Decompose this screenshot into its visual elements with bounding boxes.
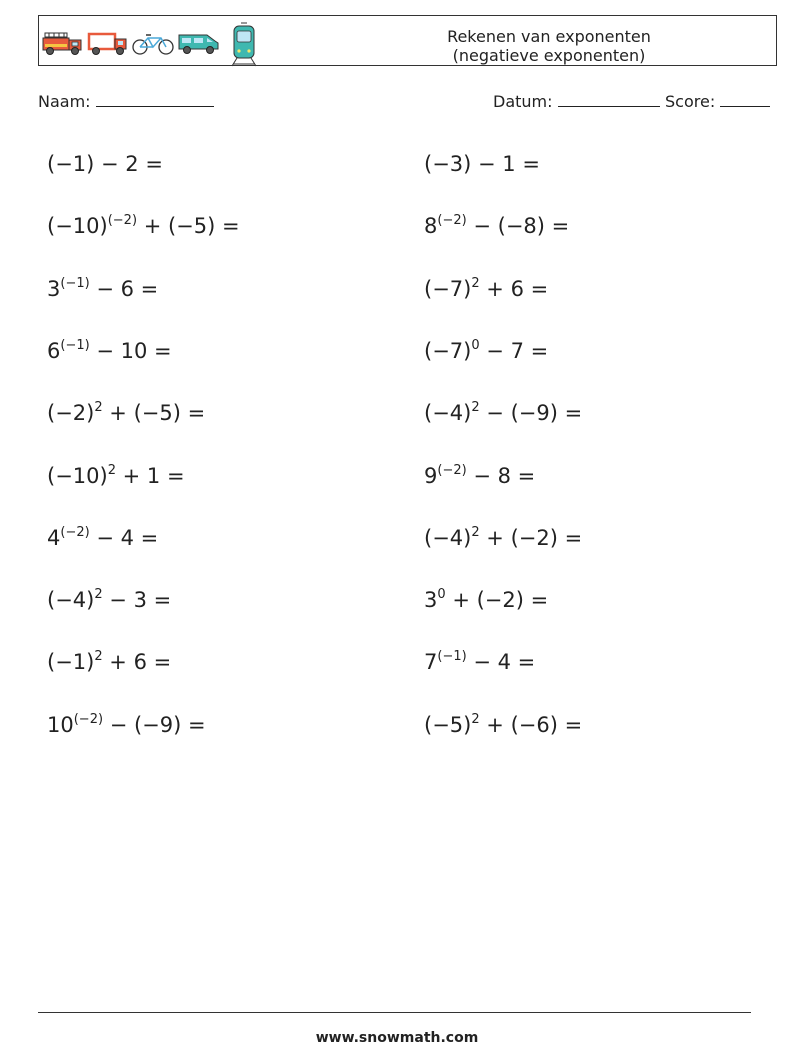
exercise-item (424, 711, 582, 739)
exercise-base: (−1) (47, 650, 95, 674)
footer-divider (38, 1012, 751, 1013)
exercise-base: (−5) (424, 713, 472, 737)
exercise-exponent: 2 (107, 463, 116, 478)
truck-icon (87, 30, 129, 56)
exercise-item (47, 711, 206, 739)
date-field (493, 92, 660, 111)
exercise-exponent: (−2) (73, 712, 104, 727)
exercise-operation: − (−9) = (479, 401, 583, 425)
exercise-base: 4 (47, 526, 61, 550)
exercise-base: 8 (424, 214, 438, 238)
tram-icon (229, 22, 259, 68)
date-line (558, 92, 660, 107)
exercise-item (424, 586, 548, 614)
name-line (96, 92, 214, 107)
exercise-exponent: (−2) (437, 463, 467, 478)
exercise-item (47, 212, 240, 240)
exercise-item (424, 524, 582, 552)
exercise-item (47, 337, 172, 365)
exercise-operation: − 3 = (102, 588, 172, 612)
exercise-base: (−10) (47, 214, 108, 238)
exercise-base: 6 (47, 339, 61, 363)
exercise-operation: + (−2) = (479, 526, 583, 550)
worksheet-title: Rekenen van exponenten (negatieve exponenten) (447, 27, 651, 65)
exercise-exponent: 2 (94, 587, 103, 602)
exercise-item (47, 399, 205, 427)
exercise-operation: − 8 = (466, 464, 536, 488)
name-label: Naam: (38, 92, 91, 111)
exercise-base: (−4) (47, 588, 95, 612)
exercise-exponent: (−1) (437, 649, 467, 664)
exercise-base: (−2) (47, 401, 95, 425)
exercise-item (47, 648, 171, 676)
exercise-base: 10 (47, 713, 74, 737)
exercise-operation: + 6 = (479, 277, 549, 301)
exercise-operation: + (−6) = (479, 713, 583, 737)
name-field (38, 92, 214, 111)
exercise-item (47, 275, 158, 303)
score-line (720, 92, 770, 107)
exercise-item (424, 337, 548, 365)
exercise-operation: + 6 = (102, 650, 172, 674)
exercise-operation: − 4 = (89, 526, 159, 550)
exercise-base: (−1) (47, 152, 95, 176)
exercise-item (424, 275, 548, 303)
exercise-operation: + (−5) = (102, 401, 206, 425)
exercise-item (47, 586, 171, 614)
exercise-operation: − (−8) = (466, 214, 570, 238)
exercise-exponent: (−2) (60, 525, 90, 540)
fire-truck-icon (41, 30, 85, 56)
exercise-base: (−7) (424, 277, 472, 301)
exercise-operation: − 4 = (466, 650, 536, 674)
exercise-operation: − 2 = (94, 152, 163, 176)
exercise-operation: − 1 = (471, 152, 540, 176)
exercise-operation: + (−5) = (137, 214, 240, 238)
exercise-operation: − 6 = (89, 277, 159, 301)
exercise-base: (−7) (424, 339, 472, 363)
exercise-item (47, 150, 163, 178)
exercise-exponent: 2 (471, 712, 480, 727)
exercise-item (47, 524, 158, 552)
exercise-exponent: 2 (471, 276, 480, 291)
exercise-base: 7 (424, 650, 438, 674)
exercise-item (424, 150, 540, 178)
exercise-base: 3 (47, 277, 61, 301)
exercise-exponent: 2 (471, 400, 480, 415)
exercise-operation: − 7 = (479, 339, 549, 363)
exercise-base: 9 (424, 464, 438, 488)
exercise-base: 3 (424, 588, 438, 612)
exercise-exponent: 0 (437, 587, 446, 602)
exercise-exponent: 2 (94, 649, 103, 664)
exercise-exponent: (−1) (60, 276, 90, 291)
worksheet-header (38, 15, 777, 66)
exercise-exponent: (−1) (60, 338, 90, 353)
exercise-base: (−4) (424, 401, 472, 425)
exercise-operation: + (−2) = (445, 588, 549, 612)
exercise-operation: + 1 = (115, 464, 185, 488)
exercise-item (424, 648, 535, 676)
exercise-exponent: (−2) (107, 213, 138, 228)
date-label: Datum: (493, 92, 553, 111)
exercise-item (47, 462, 185, 490)
exercise-base: (−3) (424, 152, 472, 176)
exercise-exponent: 2 (471, 525, 480, 540)
score-field (665, 92, 770, 111)
exercise-item (424, 399, 582, 427)
exercise-operation: − (−9) = (103, 713, 206, 737)
exercise-item (424, 212, 569, 240)
footer-url: www.snowmath.com (315, 1030, 479, 1046)
exercise-exponent: 0 (471, 338, 480, 353)
bicycle-icon (131, 32, 175, 56)
exercise-base: (−4) (424, 526, 472, 550)
exercise-operation: − 10 = (89, 339, 172, 363)
score-label: Score: (665, 92, 716, 111)
exercise-base: (−10) (47, 464, 108, 488)
exercise-item (424, 462, 535, 490)
van-icon (177, 30, 221, 56)
exercise-exponent: (−2) (437, 213, 467, 228)
exercise-exponent: 2 (94, 400, 103, 415)
